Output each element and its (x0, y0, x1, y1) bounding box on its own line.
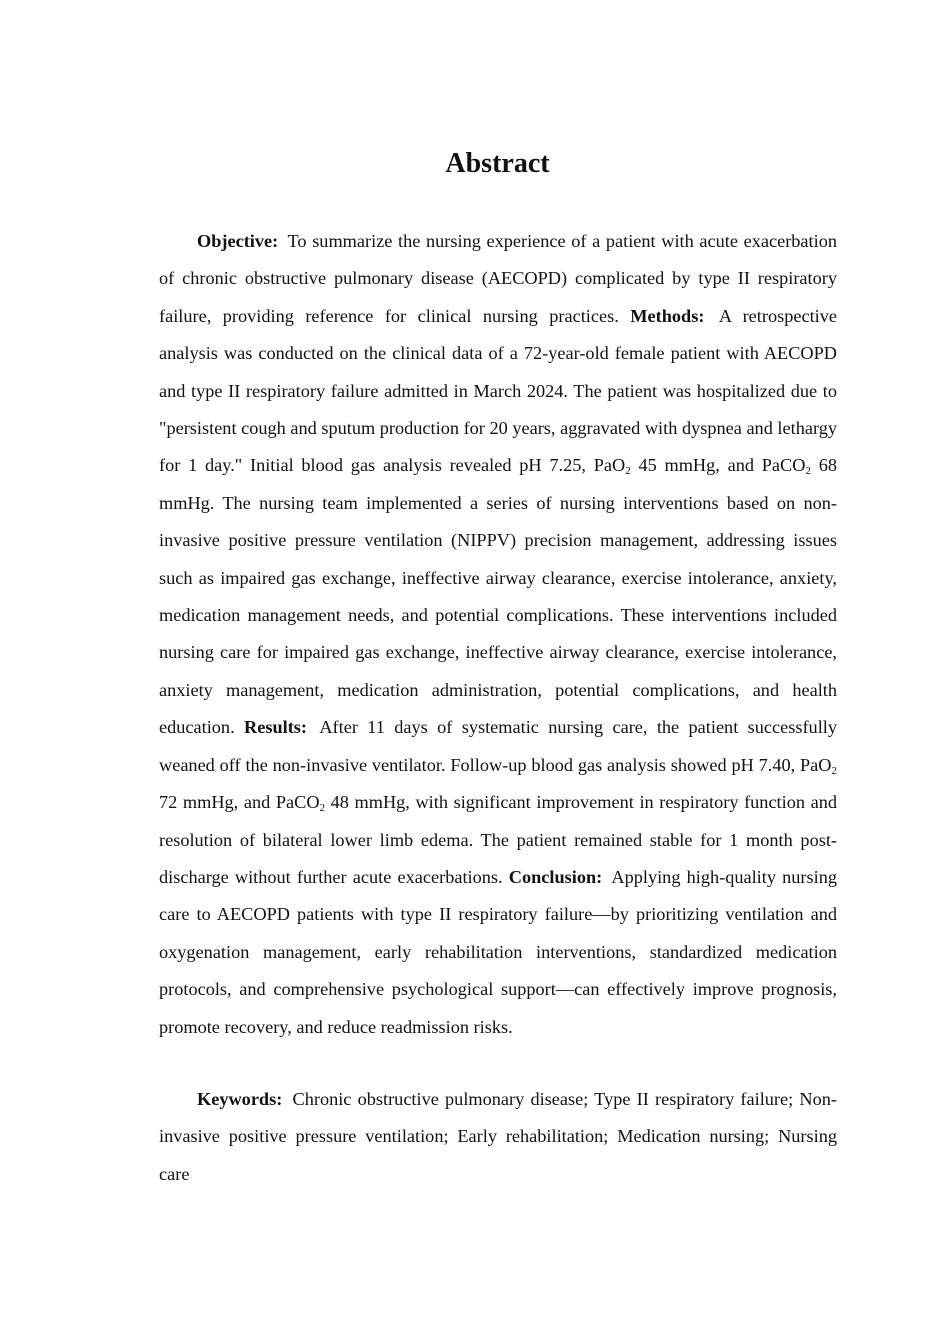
results-label: Results: (244, 717, 307, 738)
methods-label: Methods: (630, 305, 705, 326)
objective-label: Objective: (197, 231, 279, 251)
objective-text: To summarize the nursing experience of a patient with acute exacerbation of chronic obstructive pulmonary disease (AECOPD) complicated by type II respiratory failure, providing reference for clinical nursing practices. (159, 231, 837, 326)
methods-text-3: 68 mmHg. The nursing team implemented a series of nursing interventions based on non-invasive positive pressure ventilation (NIPPV) precision management, addressing issues such as impaired gas exchange, ineffective airway clearance, exercise intolerance, anxiety, medication management needs, and potential complications. These interventions included nursing care for impaired gas exchange, ineffective airway clearance, exercise intolerance, anxiety management, medication administration, potential complications, and health education. (159, 455, 837, 738)
keywords-label: Keywords: (197, 1089, 283, 1109)
methods-text-1: A retrospective analysis was conducted on the clinical data of a 72-year-old female patient with AECOPD and type II respiratory failure admitted in March 2024. The patient was hospitalized due to "persistent cough and sputum production for 20 years, aggravated with dyspnea and lethargy for 1 day." Initial blood gas analysis revealed pH 7.25, PaO (159, 305, 837, 476)
keywords-paragraph (159, 1081, 837, 1193)
conclusion-label: Conclusion: (508, 866, 603, 887)
methods-subscript-2: 2 (805, 465, 811, 478)
results-text-2: 72 mmHg, and PaCO (159, 792, 320, 813)
methods-subscript-1: 2 (625, 465, 631, 478)
results-subscript-2: 2 (319, 802, 326, 815)
methods-text-2: 45 mmHg, and PaCO (630, 455, 806, 476)
abstract-paragraph (159, 223, 837, 1046)
abstract-title: Abstract (445, 148, 550, 179)
conclusion-text: Applying high-quality nursing care to AECOPD patients with type II respiratory failure—by prioritizing ventilation and oxygenation management, early rehabilitation interventions, standardized medication protocols, and comprehensive psychological support—can effectively improve prognosis, promote recovery, and reduce readmission risks. (159, 866, 837, 1037)
results-text-1: After 11 days of systematic nursing care, the patient successfully weaned off the non-invasive ventilator. Follow-up blood gas analysis showed pH 7.40, PaO (159, 717, 837, 775)
keywords-text: Chronic obstructive pulmonary disease; Type II respiratory failure; Non-invasive positive pressure ventilation; Early rehabilitation; Medication nursing; Nursing care (159, 1089, 837, 1184)
results-subscript-1: 2 (831, 764, 837, 777)
results-text-3: 48 mmHg, with significant improvement in respiratory function and resolution of bilateral lower limb edema. The patient remained stable for 1 month post-discharge without further acute exacerbations. (159, 792, 837, 887)
